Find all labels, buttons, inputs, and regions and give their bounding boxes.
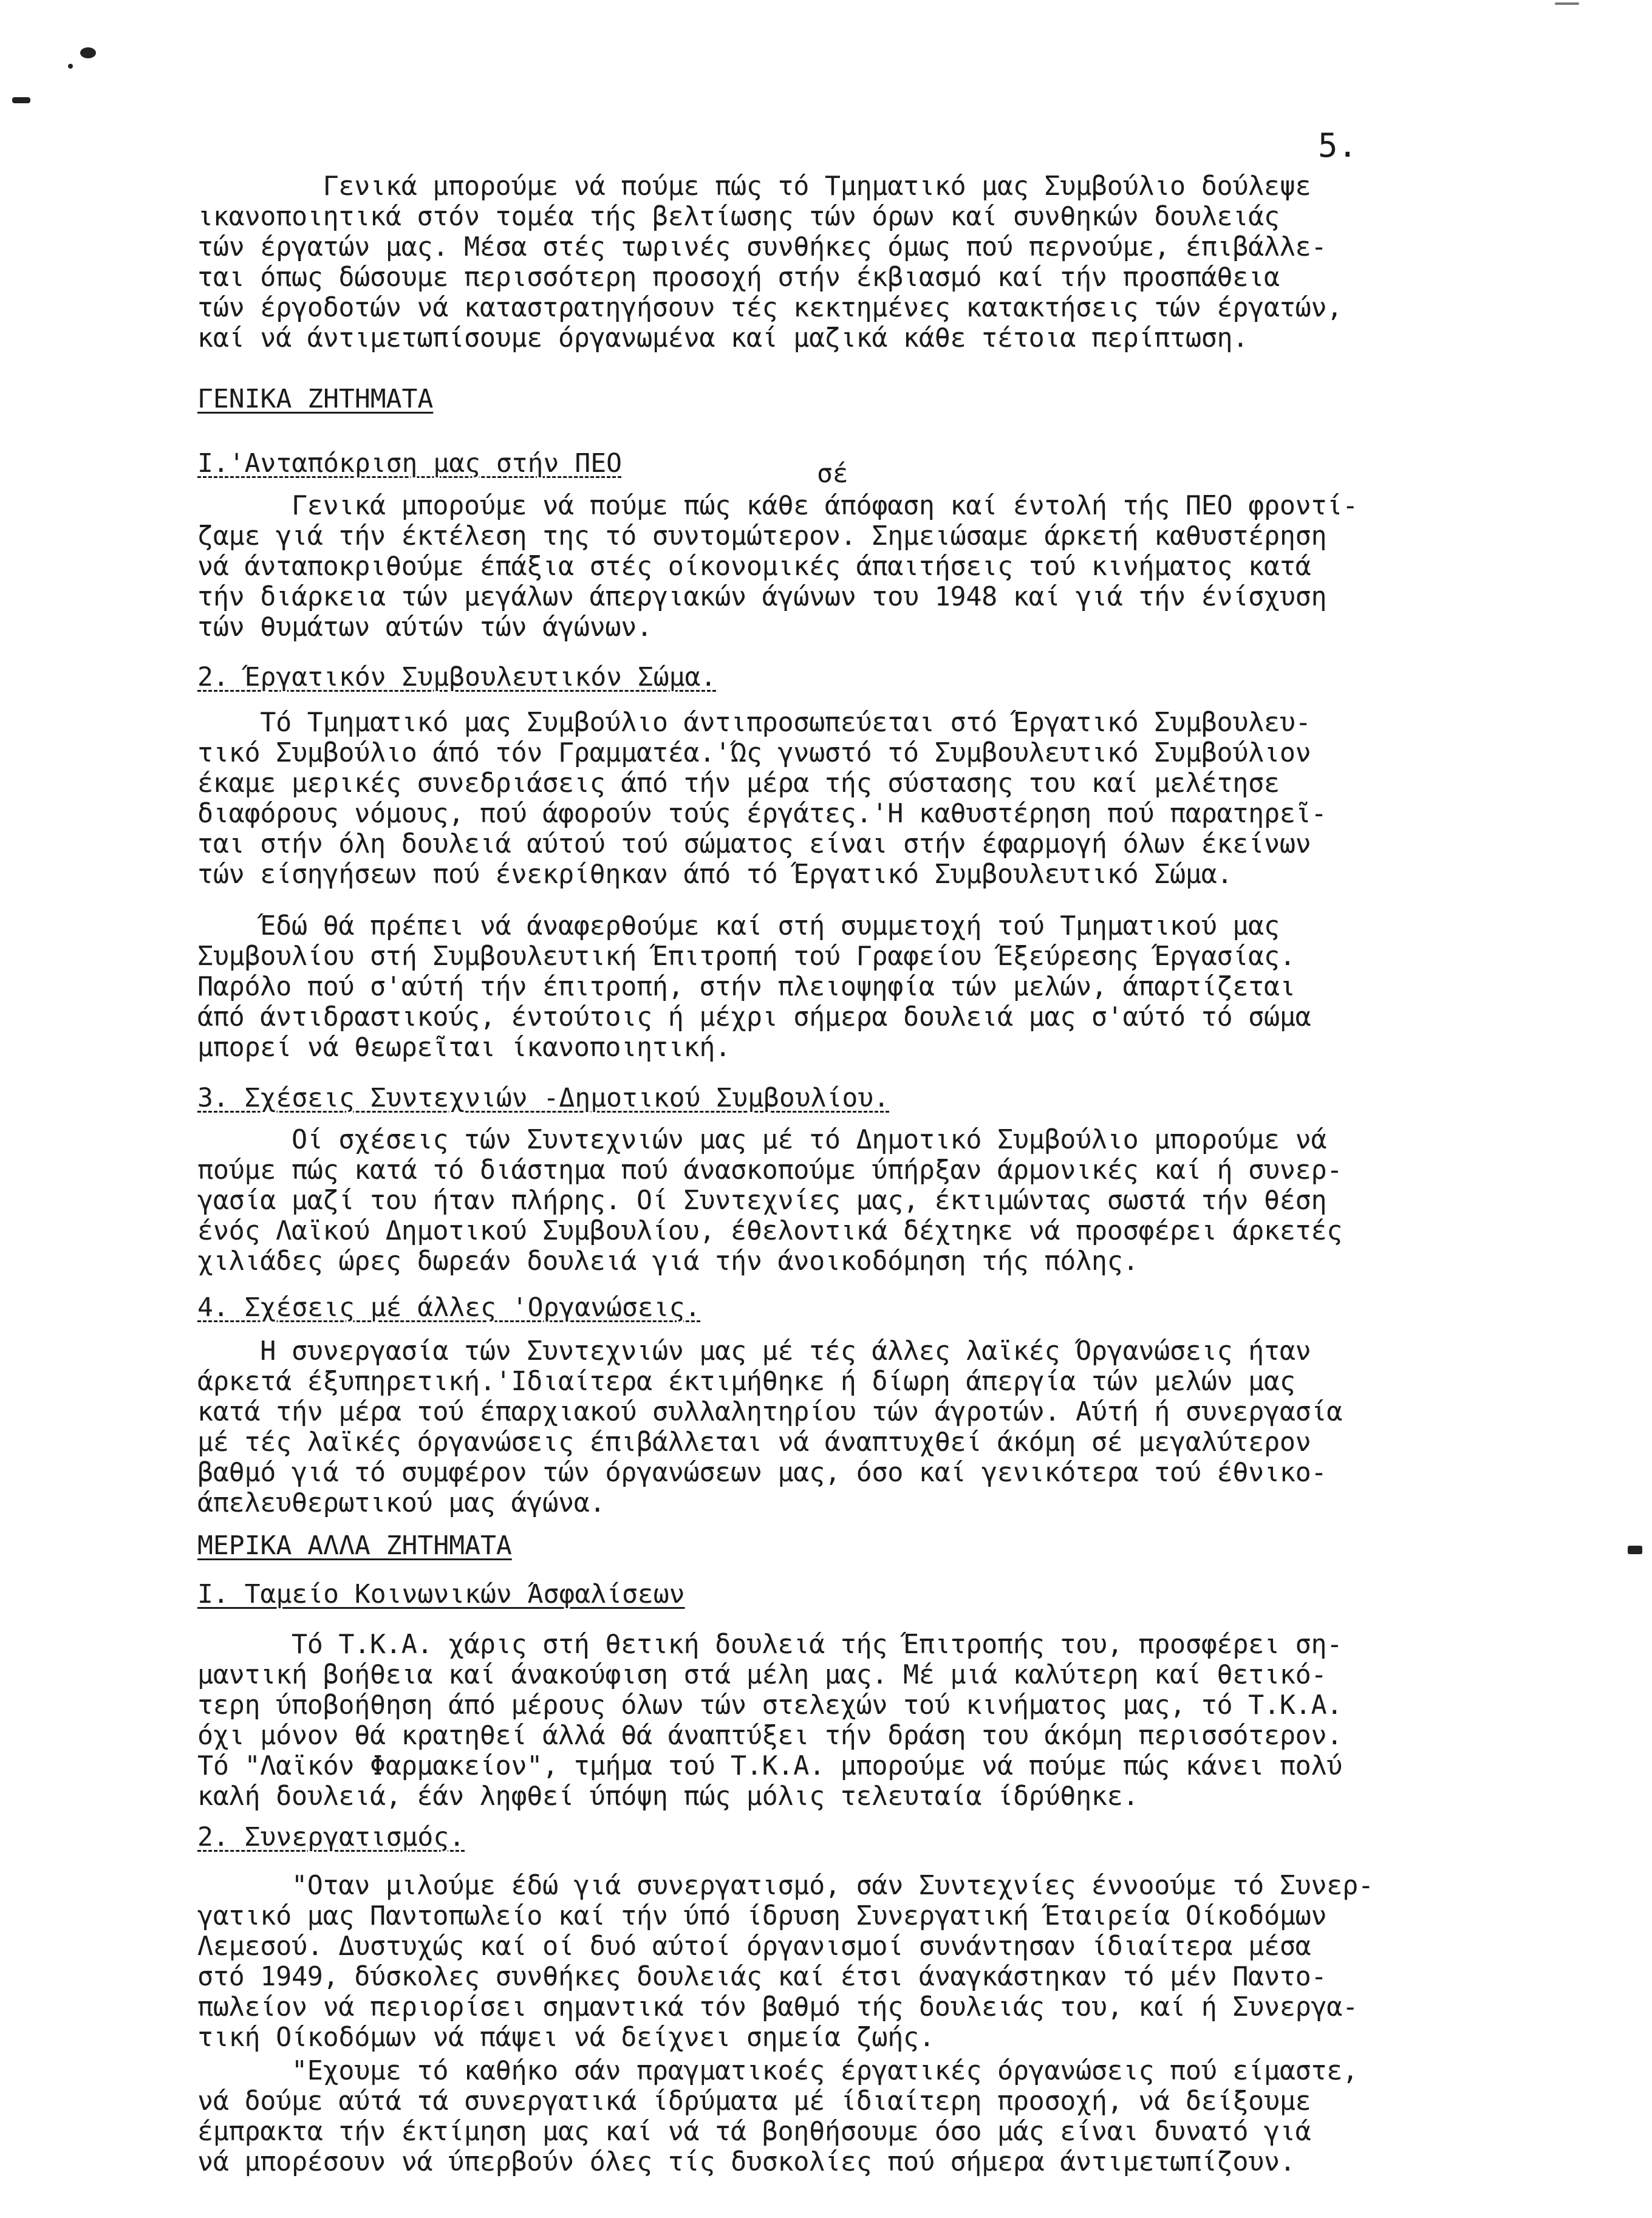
scan-speck — [1555, 2, 1579, 5]
text-line: "Εχουμε τό καθήκο σάν πραγματικοές έργατικές όργανώσεις πού είμαστε, — [197, 2056, 1358, 2086]
text-line: ζαμε γιά τήν έκτέλεση της τό συντομώτερον. Σημειώσαμε άρκετή καθυστέρηση — [197, 521, 1327, 551]
text-line: Συμβουλίου στή Συμβουλευτική Έπιτροπή τού Γραφείου Έξεύρεσης Έργασίας. — [197, 941, 1295, 972]
paragraph-municipal-relations — [197, 1125, 1573, 1277]
text-line: νά δούμε αύτά τά συνεργατικά ίδρύματα μέ ίδιαίτερη προσοχή, νά δείξουμε — [197, 2086, 1311, 2117]
heading-municipal-relations: 3. Σχέσεις Συντεχνιών -Δημοτικού Συμβουλίου. — [197, 1083, 890, 1113]
text-line: στό 1949, δύσκολες συνθήκες δουλειάς καί έτσι άναγκάστηκαν τό μέν Παντο- — [197, 1962, 1327, 1992]
text-line: ικανοποιητικά στόν τομέα τής βελτίωσης τών όρων καί συνθηκών δουλειάς — [197, 202, 1280, 232]
scan-speck — [12, 97, 30, 103]
scan-speck — [68, 64, 73, 69]
scan-speck — [80, 47, 96, 58]
paragraph-pe-response — [197, 491, 1573, 643]
text-line: νά μπορέσουν νά ύπερβούν όλες τίς δυσκολίες πού σήμερα άντιμετωπίζουν. — [197, 2147, 1295, 2177]
text-line: καλή δουλειά, έάν ληφθεί ύπόψη πώς μόλις τελευταία ίδρύθηκε. — [197, 1781, 1139, 1812]
paragraph-social-insurance-fund — [197, 1629, 1573, 1812]
heading-other-organisations: 4. Σχέσεις μέ άλλες 'Οργανώσεις. — [197, 1292, 701, 1323]
heading-cooperatives: 2. Συνεργατισμός. — [197, 1822, 465, 1852]
text-line: Τό Τ.Κ.Α. χάρις στή θετική δουλειά τής Έπιτροπής του, προσφέρει ση- — [197, 1629, 1343, 1660]
text-line: Γενικά μπορούμε νά πούμε πώς τό Τμηματικό μας Συμβούλιο δούλεψε — [197, 171, 1311, 202]
page-number: 5. — [1318, 126, 1358, 165]
heading-social-insurance-fund: Ι. Ταμείο Κοινωνικών Άσφαλίσεων — [197, 1579, 685, 1609]
text-line: άπελευθερωτικού μας άγώνα. — [197, 1488, 606, 1518]
text-line: Έδώ θά πρέπει νά άναφερθούμε καί στή συμμετοχή τού Τμηματικού μας — [197, 911, 1280, 941]
text-line: μέ τές λαϊκές όργανώσεις έπιβάλλεται νά άναπτυχθεί άκόμη σέ μεγαλύτερον — [197, 1427, 1311, 1458]
text-line: Γενικά μπορούμε νά πούμε πώς κάθε άπόφαση καί έντολή τής ΠΕΟ φροντί- — [197, 491, 1358, 521]
text-line: κατά τήν μέρα τού έπαρχιακού συλλαλητηρίου τών άγροτών. Αύτή ή συνεργασία — [197, 1397, 1343, 1427]
heading-pe-response: Ι.'Ανταπόκριση μας στήν ΠΕΟ — [197, 448, 622, 479]
text-line: όχι μόνον θά κρατηθεί άλλά θά άναπτύξει τήν δράση του άκόμη περισσότερον. — [197, 1721, 1343, 1751]
handwritten-insertion: σέ — [817, 459, 848, 489]
text-line: διαφόρους νόμους, πού άφορούν τούς έργάτες.'Η καθυστέρηση πού παρατηρεῖ- — [197, 799, 1327, 829]
text-line: βαθμό γιά τό συμφέρον τών όργανώσεων μας, όσο καί γενικότερα τού έθνικο- — [197, 1458, 1327, 1488]
paragraph-labour-advisory-body — [197, 708, 1573, 890]
text-line: καί νά άντιμετωπίσουμε όργανωμένα καί μαζικά κάθε τέτοια περίπτωση. — [197, 323, 1249, 353]
text-line: τών έργοδοτών νά καταστρατηγήσουν τές κεκτημένες κατακτήσεις τών έργατών, — [197, 293, 1343, 323]
text-line: νά άνταποκριθούμε έπάξια στές οίκονομικές άπαιτήσεις τού κινήματος κατά — [197, 551, 1311, 582]
text-line: τήν διάρκεια τών μεγάλων άπεργιακών άγώνων του 1948 καί γιά τήν ένίσχυση — [197, 582, 1327, 612]
text-line: Τό Τμηματικό μας Συμβούλιο άντιπροσωπεύεται στό Έργατικό Συμβουλευ- — [197, 708, 1311, 738]
text-line: "Οταν μιλούμε έδώ γιά συνεργατισμό, σάν Συντεχνίες έννοούμε τό Συνερ- — [197, 1871, 1374, 1901]
text-line: Οί σχέσεις τών Συντεχνιών μας μέ τό Δημοτικό Συμβούλιο μπορούμε νά — [197, 1125, 1327, 1155]
section-heading-other-matters: ΜΕΡΙΚΑ ΑΛΛΑ ΖΗΤΗΜΑΤΑ — [197, 1530, 512, 1561]
intro-paragraph — [197, 171, 1573, 353]
paragraph-cooperatives-duty — [197, 2056, 1573, 2177]
text-line: τών έργατών μας. Μέσα στές τωρινές συνθήκες όμως πού περνούμε, έπιβάλλε- — [197, 232, 1327, 262]
text-line: μπορεί νά θεωρεῖται ίκανοποιητική. — [197, 1032, 731, 1063]
text-line: Η συνεργασία τών Συντεχνιών μας μέ τές άλλες λαϊκές Όργανώσεις ήταν — [197, 1336, 1311, 1367]
text-line: έκαμε μερικές συνεδριάσεις άπό τήν μέρα τής σύστασης του καί μελέτησε — [197, 768, 1280, 799]
text-line: τερη ύποβοήθηση άπό μέρους όλων τών στελεχών τού κινήματος μας, τό Τ.Κ.Α. — [197, 1690, 1343, 1721]
scan-speck — [1628, 1546, 1642, 1554]
heading-labour-advisory-body: 2. Έργατικόν Συμβουλευτικόν Σώμα. — [197, 662, 717, 692]
paragraph-other-organisations — [197, 1336, 1573, 1518]
text-line: άρκετά έξυπηρετική.'Ιδιαίτερα έκτιμήθηκε ή δίωρη άπεργία τών μελών μας — [197, 1367, 1295, 1397]
text-line: Λεμεσού. Δυστυχώς καί οί δυό αύτοί όργανισμοί συνάντησαν ίδιαίτερα μέσα — [197, 1931, 1311, 1962]
text-line: μαντική βοήθεια καί άνακούφιση στά μέλη μας. Μέ μιά καλύτερη καί θετικό- — [197, 1660, 1327, 1690]
text-line: ται στήν όλη δουλειά αύτού τού σώματος είναι στήν έφαρμογή όλων έκείνων — [197, 829, 1311, 859]
section-heading-general: ΓΕΝΙΚΑ ΖΗΤΗΜΑΤΑ — [197, 384, 434, 414]
paragraph-cooperatives — [197, 1871, 1573, 2053]
text-line: τική Οίκοδόμων νά πάψει νά δείχνει σημεία ζωής. — [197, 2022, 935, 2053]
text-line: έμπρακτα τήν έκτίμηση μας καί νά τά βοηθήσουμε όσο μάς είναι δυνατό γιά — [197, 2117, 1311, 2147]
text-line: ένός Λαϊκού Δημοτικού Συμβουλίου, έθελοντικά δέχτηκε νά προσφέρει άρκετές — [197, 1216, 1343, 1246]
text-line: χιλιάδες ώρες δωρεάν δουλειά γιά τήν άνοικοδόμηση τής πόλης. — [197, 1246, 1139, 1277]
text-line: Τό "Λαϊκόν Φαρμακείον", τμήμα τού Τ.Κ.Α. μπορούμε νά πούμε πώς κάνει πολύ — [197, 1751, 1343, 1781]
text-line: τικό Συμβούλιο άπό τόν Γραμματέα.'Ώς γνωστό τό Συμβουλευτικό Συμβούλιον — [197, 738, 1311, 768]
text-line: Παρόλο πού σ'αύτή τήν έπιτροπή, στήν πλειοψηφία τών μελών, άπαρτίζεται — [197, 972, 1295, 1002]
text-line: πωλείον νά περιορίσει σημαντικά τόν βαθμό τής δουλειάς του, καί ή Συνεργα- — [197, 1992, 1358, 2022]
text-line: τών είσηγήσεων πού ένεκρίθηκαν άπό τό Έργατικό Συμβουλευτικό Σώμα. — [197, 859, 1233, 890]
text-line: άπό άντιδραστικούς, έντούτοις ή μέχρι σήμερα δουλειά μας σ'αύτό τό σώμα — [197, 1002, 1311, 1032]
paragraph-employment-office — [197, 911, 1573, 1063]
text-line: γατικό μας Παντοπωλείο καί τήν ύπό ίδρυση Συνεργατική Έταιρεία Οίκοδόμων — [197, 1901, 1327, 1931]
text-line: ται όπως δώσουμε περισσότερη προσοχή στήν έκβιασμό καί τήν προσπάθεια — [197, 262, 1280, 293]
text-line: τών θυμάτων αύτών τών άγώνων. — [197, 612, 652, 643]
text-line: πούμε πώς κατά τό διάστημα πού άνασκοπούμε ύπήρξαν άρμονικές καί ή συνερ- — [197, 1155, 1343, 1186]
text-line: γασία μαζί του ήταν πλήρης. Οί Συντεχνίες μας, έκτιμώντας σωστά τήν θέση — [197, 1186, 1327, 1216]
